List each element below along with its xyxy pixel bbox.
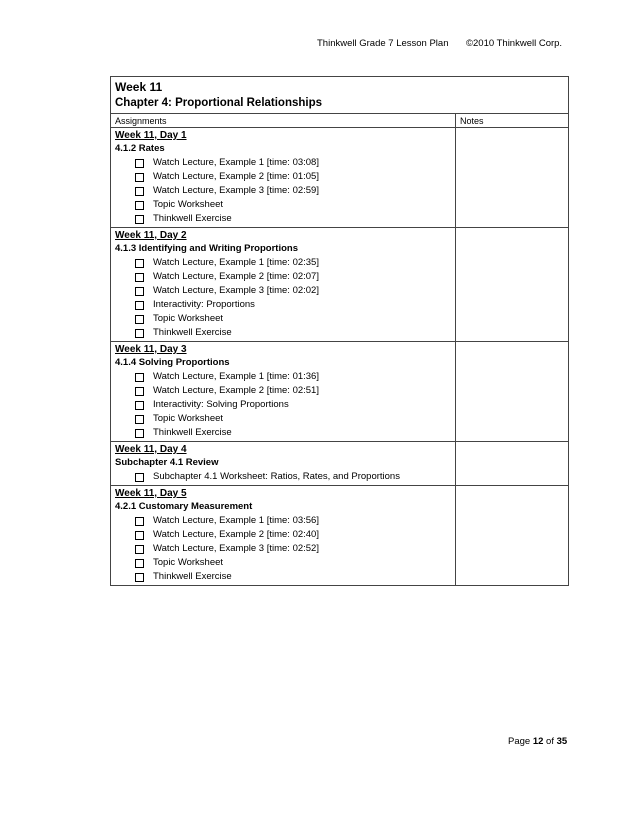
checkbox-icon[interactable] [135, 187, 144, 196]
task-label: Watch Lecture, Example 1 [time: 03:56] [153, 515, 319, 526]
notes-cell[interactable] [456, 486, 569, 586]
day-title: Week 11, Day 1 [115, 130, 187, 141]
page-of-label: of [546, 736, 554, 747]
page-number: 12 [532, 736, 544, 747]
task-label: Subchapter 4.1 Worksheet: Ratios, Rates, and Proportions [153, 471, 400, 482]
task-item [135, 556, 451, 570]
task-label: Watch Lecture, Example 2 [time: 02:07] [153, 271, 319, 282]
notes-cell[interactable] [456, 442, 569, 486]
checkbox-icon[interactable] [135, 531, 144, 540]
task-item [135, 426, 451, 440]
task-item [135, 398, 451, 412]
checkbox-icon[interactable] [135, 301, 144, 310]
page-footer [508, 736, 567, 747]
notes-cell[interactable] [456, 228, 569, 342]
checkbox-icon[interactable] [135, 159, 144, 168]
task-label: Watch Lecture, Example 1 [time: 02:35] [153, 257, 319, 268]
page-header [0, 38, 638, 52]
task-item [135, 470, 451, 484]
section-title: 4.2.1 Customary Measurement [115, 501, 253, 512]
task-label: Topic Worksheet [153, 199, 224, 210]
lesson-plan-title: Thinkwell Grade 7 Lesson Plan [317, 38, 449, 49]
checkbox-icon[interactable] [135, 373, 144, 382]
assignments-cell [111, 128, 456, 228]
checkbox-icon[interactable] [135, 329, 144, 338]
checkbox-icon[interactable] [135, 315, 144, 324]
column-header-row [111, 114, 569, 128]
task-label: Topic Worksheet [153, 413, 224, 424]
day-title: Week 11, Day 4 [115, 444, 187, 455]
checkbox-icon[interactable] [135, 173, 144, 182]
task-item [135, 370, 451, 384]
task-item [135, 528, 451, 542]
task-label: Topic Worksheet [153, 313, 224, 324]
task-item [135, 312, 451, 326]
checkbox-icon[interactable] [135, 201, 144, 210]
checkbox-icon[interactable] [135, 387, 144, 396]
task-item [135, 212, 451, 226]
assignments-cell [111, 442, 456, 486]
task-item [135, 570, 451, 584]
task-list [115, 156, 451, 226]
task-item [135, 156, 451, 170]
page-label: Page [508, 736, 531, 747]
task-item [135, 514, 451, 528]
day-row [111, 128, 569, 228]
section-title: Subchapter 4.1 Review [115, 457, 219, 468]
task-item [135, 198, 451, 212]
task-item [135, 326, 451, 340]
day-row [111, 228, 569, 342]
task-item [135, 284, 451, 298]
task-label: Thinkwell Exercise [153, 571, 232, 582]
day-title: Week 11, Day 3 [115, 344, 187, 355]
assignments-column-header: Assignments [111, 114, 456, 128]
day-row [111, 442, 569, 486]
task-label: Topic Worksheet [153, 557, 224, 568]
task-item [135, 170, 451, 184]
task-item [135, 384, 451, 398]
task-list [115, 470, 451, 484]
page-total: 35 [556, 736, 568, 747]
day-row [111, 342, 569, 442]
task-item [135, 298, 451, 312]
checkbox-icon[interactable] [135, 573, 144, 582]
chapter-title: Chapter 4: Proportional Relationships [115, 97, 323, 109]
section-title: 4.1.3 Identifying and Writing Proportions [115, 243, 298, 254]
checkbox-icon[interactable] [135, 415, 144, 424]
task-label: Thinkwell Exercise [153, 427, 232, 438]
task-list [115, 256, 451, 340]
week-title-row [111, 77, 569, 114]
checkbox-icon[interactable] [135, 473, 144, 482]
day-title: Week 11, Day 2 [115, 230, 187, 241]
task-label: Watch Lecture, Example 1 [time: 03:08] [153, 157, 319, 168]
task-label: Watch Lecture, Example 2 [time: 02:51] [153, 385, 319, 396]
checkbox-icon[interactable] [135, 401, 144, 410]
section-title: 4.1.2 Rates [115, 143, 165, 154]
assignments-cell [111, 342, 456, 442]
task-label: Thinkwell Exercise [153, 213, 232, 224]
checkbox-icon[interactable] [135, 287, 144, 296]
task-item [135, 256, 451, 270]
notes-column-header: Notes [456, 114, 569, 128]
task-label: Interactivity: Solving Proportions [153, 399, 289, 410]
checkbox-icon[interactable] [135, 429, 144, 438]
task-list [115, 514, 451, 584]
task-item [135, 412, 451, 426]
task-item [135, 542, 451, 556]
copyright-notice: ©2010 Thinkwell Corp. [466, 38, 563, 49]
task-label: Watch Lecture, Example 2 [time: 02:40] [153, 529, 319, 540]
checkbox-icon[interactable] [135, 559, 144, 568]
lesson-plan-table [110, 76, 569, 586]
task-label: Watch Lecture, Example 1 [time: 01:36] [153, 371, 319, 382]
assignments-cell [111, 228, 456, 342]
checkbox-icon[interactable] [135, 215, 144, 224]
notes-cell[interactable] [456, 342, 569, 442]
task-label: Watch Lecture, Example 3 [time: 02:52] [153, 543, 319, 554]
week-title: Week 11 [115, 80, 163, 94]
task-label: Watch Lecture, Example 2 [time: 01:05] [153, 171, 319, 182]
task-label: Watch Lecture, Example 3 [time: 02:02] [153, 285, 319, 296]
task-item [135, 270, 451, 284]
checkbox-icon[interactable] [135, 545, 144, 554]
checkbox-icon[interactable] [135, 273, 144, 282]
checkbox-icon[interactable] [135, 517, 144, 526]
task-list [115, 370, 451, 440]
task-label: Thinkwell Exercise [153, 327, 232, 338]
day-title: Week 11, Day 5 [115, 488, 187, 499]
assignments-cell [111, 486, 456, 586]
checkbox-icon[interactable] [135, 259, 144, 268]
task-item [135, 184, 451, 198]
week-title-cell [111, 77, 569, 114]
task-label: Watch Lecture, Example 3 [time: 02:59] [153, 185, 319, 196]
section-title: 4.1.4 Solving Proportions [115, 357, 230, 368]
task-label: Interactivity: Proportions [153, 299, 255, 310]
day-row [111, 486, 569, 586]
notes-cell[interactable] [456, 128, 569, 228]
